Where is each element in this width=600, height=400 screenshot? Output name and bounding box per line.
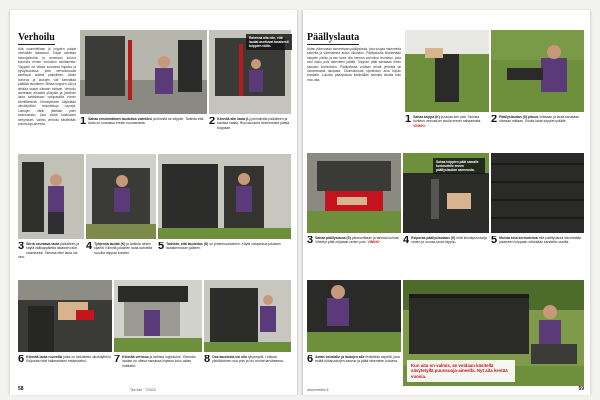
photo-right-step-6 [307,280,401,352]
caption-num: 1 [405,115,412,125]
caption-step-3 [18,242,84,276]
caption-text: pituusmittaan ja tarkista kulmat. Viistetyt päät ohjaavat veden pois. [315,236,400,245]
right-intro-text: Aidan yläreunaan asennetaan päällyslauta, joka suojaa rakennetta sateelta ja viimeistelee aidan ulkonäön. Päällyslauta kiinnitetään tolppien päihin ja sen tulee olla hieman verhoilua leveämpi, jotta vesi valuu pois rakenteen päältä. Tolppien päät sahataan ensin samaan korkeuteen. Päällyslauta voidaan tehdä yhdestä tai useammasta laudasta. Saumakohdat sijoitetaan aina tolpan kohdalle. Lopuksi päällyslauta käsitellään samalla tavalla kuin muu aita. [307,47,401,82]
caption-lead: Tyhjennä laudat (K) [94,242,126,246]
caption-text: reiät kiinnitysruuveja varten ja ruuvaa lauta tolppiin. [411,236,487,245]
caption-lead: Sahaa ensimmäinen laudoitus valmiiksi [88,117,153,121]
caption-num: 5 [158,242,165,252]
caption-num: 8 [204,355,211,365]
photo-step-6 [18,280,112,352]
left-intro-text: Aita suunnitellaan ja tolppien paikat merkitään maastoon. Tolpat valetaan betonijalkoihin ja annetaan kuivua kunnolla ennen verhoilun aloittamista. Tolppien on oltava suorassa linjassa ja pystysuorassa, jotta verhoilulaudat asettuvat siististi paikoilleen. Aidan korkeus ja lautojen väli kannattaa päättää etukäteen. Mittaa tolppien väli ja leikkaa laudat oikeaan mittaan. Verhoilu aloitetaan alhaalta ylöspäin ja jokainen lauta tarkistetaan vatupassilla ennen kiinnittämistä. Kiinnitykseen käytetään ulkokäyttöön tarkoitettuja ruuveja. Lautojen väliin jätetään pieni tuuletusrako, joka estää kosteuden kertymisen. Valmis verhoilu käsitellään puunsuoja-aineella. [18,47,76,126]
photo-step-5 [158,154,291,239]
left-page-number: 58 [18,386,24,392]
left-section-title: Verhoilu [18,32,55,43]
right-overlay-note: Sahaa tolppien päät samalle korkeudelle ennen päällyslaudan asennusta. [433,158,485,174]
caption-lead: Kiinnitä lauta ruuveilla [26,355,63,359]
caption-lead: Kiinnitä verhous [122,355,149,359]
caption-right-step-4 [403,236,489,276]
caption-step-4 [86,242,156,276]
photo-step-4 [86,154,156,239]
photo-right-step-2 [491,30,584,112]
tip-label: VINKKI: [413,123,426,128]
caption-text: levitetään sepeliä, joka estää rikkaruohojen kasvun ja pitää rakenteen kuivana. [315,355,400,364]
photo-step-3 [18,154,84,239]
caption-step-2 [209,117,291,147]
right-page [303,10,590,395]
caption-text: jotka on tarkoitettu ulkokäyttöön. Esiporaa reiät halkeamisen estämiseksi. [26,355,112,364]
photo-step-8 [204,280,291,352]
photo-step-1 [80,30,207,114]
caption-lead: Osa laudoista voi olla [212,355,247,359]
left-page [10,10,297,395]
caption-text: ja tarkista lopputulos. Ylimmän laudan on oltava samassa linjassa koko aidan matkalla. [122,355,196,368]
photo-right-step-5 [491,153,584,233]
caption-right-step-2 [491,115,584,149]
caption-num: 6 [18,355,25,365]
photo-right-step-3 [307,153,401,233]
caption-text: mitataan ja lauta sahataan oikeaan mittaan. Sovita lauta tolppien päälle. [499,115,580,124]
left-footer: Tee itse · 7/2022 [130,388,156,392]
caption-right-step-3 [307,236,401,276]
caption-text: lyhyempiä. Leikkaa ylimääräinen osa pois ja hio reunat tarvittaessa. [212,355,284,364]
caption-step-6 [18,355,112,387]
right-footer: www.teeitse.fi [307,388,329,392]
caption-lead: Kiinnitä alin lauta (L) [217,117,251,121]
caption-text: että päällyslauta kiinnitetään jokaiseen tolppaan vähintään kahdella ruuvilla. [499,236,582,245]
caption-step-1 [80,117,207,147]
caption-num: 4 [403,236,410,246]
caption-lead: Muista aina kertoutelma [499,236,538,240]
caption-step-7 [114,355,202,387]
pull-quote: Kun aita on valmis, se voidaan käsitellä sävytetyllä puunsuoja-aineella. Nyt aita kestää vuosia. [407,360,515,382]
caption-lead: Siirrä seuraava lauta [26,242,60,246]
caption-text: ja tarkista niiden sijainti. Kiinnitä jokainen lauta kahdella ruuvilla tolppaa kohden. [94,242,152,255]
left-overlay-note: Rakenna aita niin, että laudat asettuvat tasaisesti tolppien väliin. [246,34,292,50]
caption-text: ja kiinnitä se tolppiin. Tarkista että lauta on suorassa ennen ruuvaamista. [88,117,204,126]
caption-step-8 [204,355,291,387]
caption-lead: Päällyslaudan (S) pituus [499,115,539,119]
tip-label: VINKKI: [367,240,381,245]
caption-num: 6 [307,355,314,365]
caption-num: 1 [80,117,87,127]
caption-right-step-5 [491,236,584,276]
caption-lead: Aidan edustalle ja lautojen alle [315,355,365,359]
photo-right-step-1 [405,30,489,112]
right-section-title: Päällyslauta [307,32,360,43]
caption-text: paikalleen ja käytä välikappaletta tasaisen raon saamiseksi. Tarkista ettei lauta ole vino. [18,242,80,259]
caption-right-step-6 [307,355,401,385]
right-page-number: 59 [578,386,584,392]
photo-step-7 [114,280,202,352]
caption-num: 3 [307,236,314,246]
caption-num: 7 [114,355,121,365]
caption-text: puristimilla paikalleen ja tarkista vaaka. Ruuvaa lauta molemmista päistä tolppaan. [217,117,290,130]
caption-lead: Sahaa tolppa (K) [413,115,440,119]
caption-right-step-1 [405,115,489,149]
caption-num: 3 [18,242,25,252]
caption-num: 2 [209,117,216,127]
caption-text: ja tasaa sen pää. Tarkista korkeus vesivaa'an avulla ennen sahaamista. [413,115,482,124]
caption-step-5 [158,242,291,276]
caption-lead: Esiporaa päällyslautaan (S) [411,236,456,240]
caption-num: 5 [491,236,498,246]
caption-text: on yhdensuuntainen. Käytä vatupassia jokaisen lautakerroksen jälkeen. [166,242,281,251]
caption-num: 2 [491,115,498,125]
caption-lead: Sahaa päällyslauta (S) [315,236,351,240]
caption-num: 4 [86,242,93,252]
caption-lead: Tarkista, että laudoitus (S) [166,242,209,246]
